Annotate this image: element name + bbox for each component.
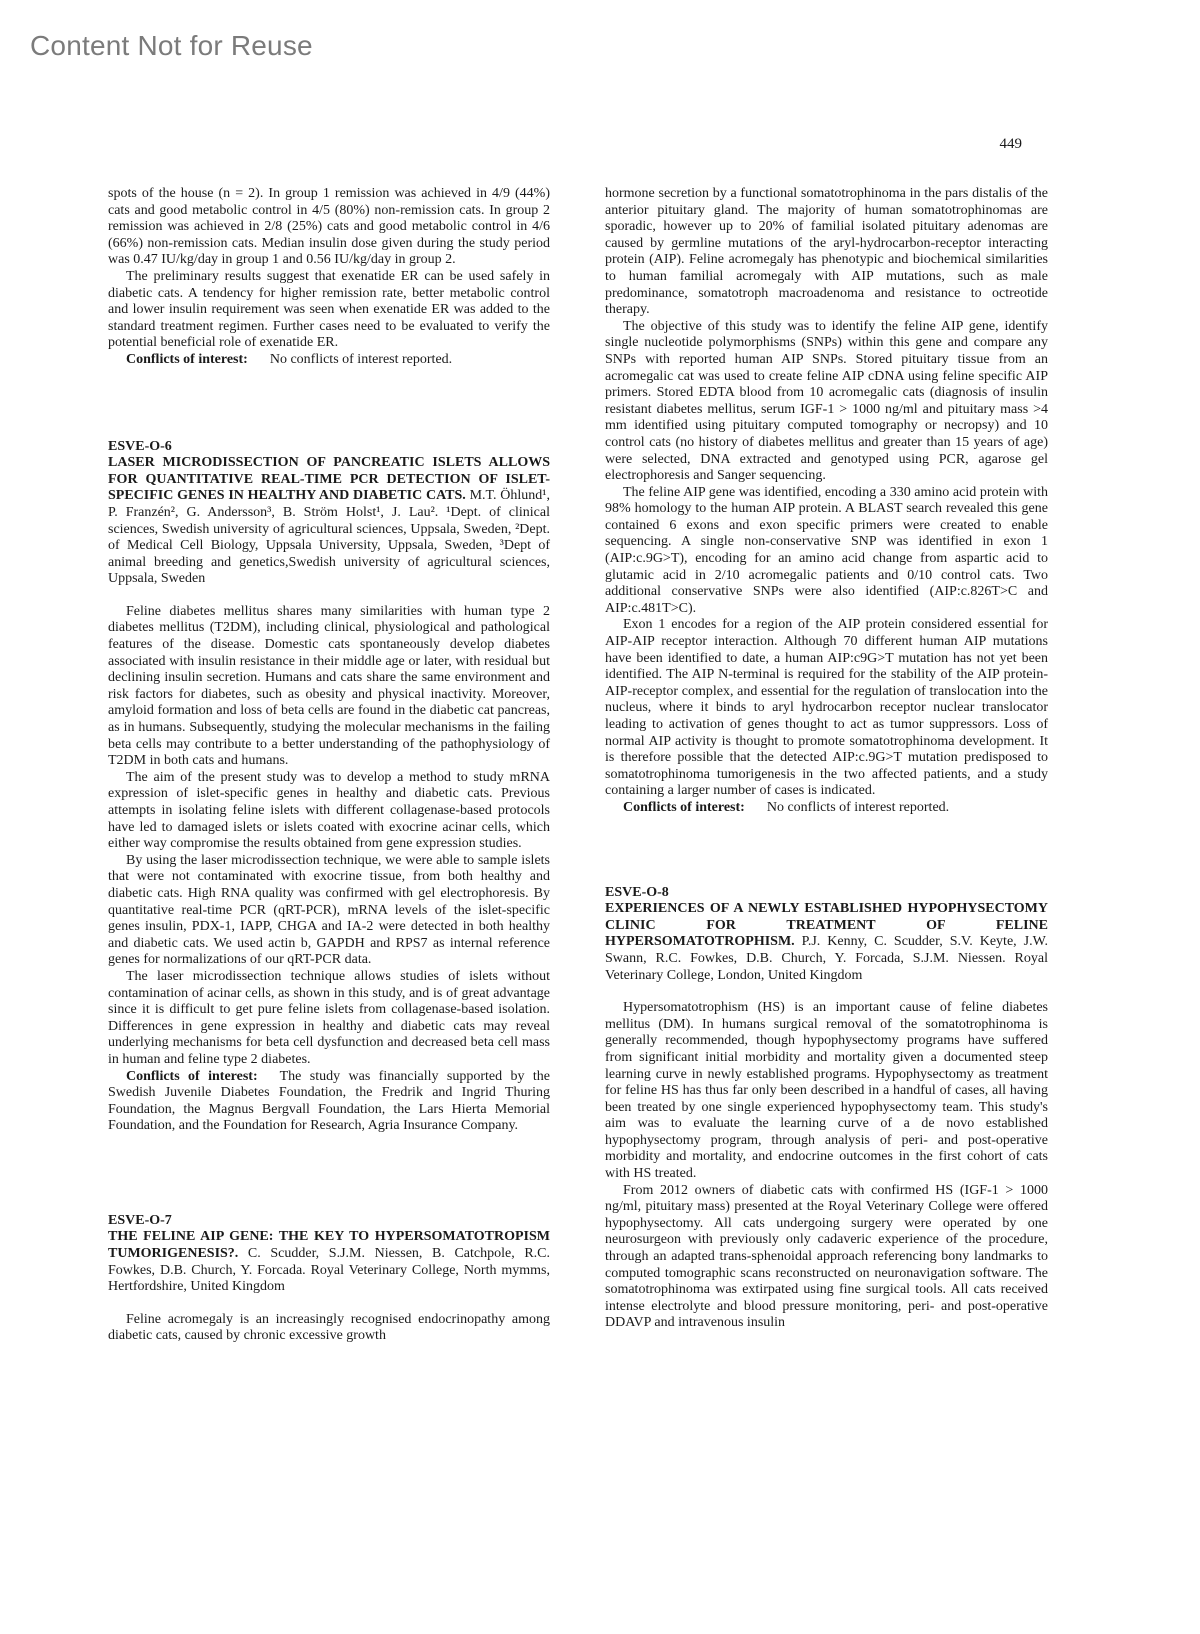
abstract-id: ESVE-O-7 [108, 1212, 172, 1228]
abstract-authors: M.T. Öhlund¹, P. Franzén², G. Andersson³, B. Ström Holst¹, J. Lau². ¹Dept. of clinical sciences, Swedish university of agricultural sciences, Uppsala, Sweden, ²Dept. of Medical Cell Biology, Uppsala University, Uppsala, Sweden, ³Dept of animal breeding and genetics,Swedish university of agricultural sciences, Uppsala, Sweden [108, 488, 551, 587]
body-paragraph: Feline diabetes mellitus shares many similarities with human type 2 diabetes mellitus (T2DM), including clinical, physiological and pathological features of the disease. Domestic cats spontaneously develop diabetes associated with insulin resistance in their middle age or later, with residual but declining insulin secretion. Humans and cats share the same environment and risk factors for diabetes, such as obesity and physical inactivity. Moreover, amyloid formation and loss of beta cells are found in the diabetic cat pancreas, as in humans. Subsequently, studying the molecular mechanisms in the failing beta cells may contribute to a better understanding of the pathophysiology of T2DM in both cats and humans. [108, 603, 550, 769]
abstract-authors: P.J. Kenny, C. Scudder, S.V. Keyte, J.W. Swann, R.C. Fowkes, D.B. Church, Y. Forcada, S.J.M. Niessen. Royal Veterinary College, London, United Kingdom [605, 934, 1048, 983]
coi-label: Conflicts of interest: [126, 1068, 258, 1084]
coi-text: The study was financially supported by the Swedish Juvenile Diabetes Foundation, the Fredrik and Ingrid Thuring Foundation, the Magnus Bergvall Foundation, the Lars Hierta Memorial Foundation, and the Foundation for Research, Agria Insurance Company. [108, 1068, 550, 1134]
coi-label: Conflicts of interest: [126, 351, 248, 367]
coi-label: Conflicts of interest: [623, 799, 745, 815]
right-column [605, 186, 1048, 1332]
body-paragraph: The preliminary results suggest that exenatide ER can be used safely in diabetic cats. A tendency for higher remission rate, better metabolic control and lower insulin requirement was seen when exenatide ER was added to the standard treatment regimen. Further cases need to be evaluated to verify the potential beneficial role of exenatide ER. [108, 268, 550, 351]
conflicts-of-interest [108, 352, 550, 369]
body-paragraph: Exon 1 encodes for a region of the AIP protein considered essential for AIP-AIP receptor interaction. Although 70 different human AIP mutations have been identified to date, a human AIP:c9G>T mutation has not yet been identified. The AIP N-terminal is required for the stability of the AIP protein-AIP-receptor complex, and essential for the regulation of translocation into the nucleus, where it binds to aryl hydrocarbon receptor nuclear translocator leading to activation of genes thought to act as tumor suppressors. Loss of normal AIP activity is thought to promote somatotrophinoma development. It is therefore possible that the detected AIP:c.9G>T mutation predisposed to somatotrophinoma tumorigenesis in the two affected patients, and a study containing a larger number of cases is indicated. [605, 617, 1048, 799]
abstract-title-text: THE FELINE AIP GENE: THE KEY TO HYPERSOMATOTROPISM TUMORIGENESIS?. [108, 1229, 550, 1262]
watermark: Content Not for Reuse [30, 30, 313, 61]
abstract-id: ESVE-O-6 [108, 438, 172, 454]
abstract-title [605, 901, 1048, 984]
body-paragraph: The feline AIP gene was identified, encoding a 330 amino acid protein with 98% homology to the human AIP protein. A BLAST search revealed this gene contained 6 exons and exon specific primers were created to enable sequencing. A single non-conservative SNP was identified in exon 1 (AIP:c.9G>T), encoding for an amino acid change from aspartic acid to glutamic acid in 2/10 acromegalic patients and 0/10 control cats. Two additional conservative SNPs were also identified (AIP:c.826T>C and AIP:c.481T>C). [605, 484, 1048, 616]
coi-text: No conflicts of interest reported. [269, 351, 453, 367]
coi-text: No conflicts of interest reported. [766, 799, 950, 815]
abstract-authors: C. Scudder, S.J.M. Niessen, B. Catchpole, R.C. Fowkes, D.B. Church, Y. Forcada. Royal Veterinary College, North mymms, Hertfordshire, United Kingdom [108, 1246, 550, 1295]
conflicts-of-interest [605, 800, 1048, 817]
body-paragraph: The objective of this study was to identify the feline AIP gene, identify single nucleotide polymorphisms (SNPs) within this gene and compare any SNPs with reported human AIP SNPs. Stored pituitary tissue from an acromegalic cat was used to create feline AIP cDNA using feline specific AIP primers. Stored EDTA blood from 10 acromegalic cats (diagnosis of insulin resistant diabetes mellitus, serum IGF-1 > 1000 ng/ml and pituitary mass >4 mm identified using pituitary computed tomography or necropsy) and 10 control cats (no history of diabetes mellitus and greater than 15 years of age) were selected, DNA extracted and genotyped using PCR, agarose gel electrophoresis and Sanger sequencing. [605, 318, 1048, 484]
body-paragraph: The aim of the present study was to develop a method to study mRNA expression of islet-specific genes in healthy and diabetic cats. Previous attempts in isolating feline islets with different collagenase-based protocols have led to damaged islets or islets coated with exocrine acinar cells, which either way compromise the results obtained from gene expression studies. [108, 769, 550, 852]
left-column [108, 186, 550, 1345]
abstract-title-text: EXPERIENCES OF A NEWLY ESTABLISHED HYPOPHYSECTOMY CLINIC FOR TREATMENT OF FELINE HYPERSOMATOTROPHISM. [605, 901, 1048, 950]
body-paragraph: By using the laser microdissection technique, we were able to sample islets that were not contaminated with exocrine tissue, from both healthy and diabetic cats. High RNA quality was confirmed with gel electrophoresis. By quantitative real-time PCR (qRT-PCR), mRNA levels of the islet-specific genes insulin, PDX-1, IAPP, CHGA and IA-2 were detected in both healthy and diabetic cats. We used actin b, GAPDH and RPS7 as internal reference genes for normalizations of our qRT-PCR data. [108, 852, 550, 968]
abstract-esve-o-7 [108, 1213, 550, 1345]
abstract-esve-o-6 [108, 439, 550, 1135]
abstract-title [108, 1229, 550, 1295]
body-paragraph: Hypersomatotrophism (HS) is an important cause of feline diabetes mellitus (DM). In humans surgical removal of the somatotrophinoma is generally recommended, though hypophysectomy programs have suffered from significant initial morbidity and mortality given a documented steep learning curve in newly established programs. Hypophysectomy as treatment for feline HS has thus far only been described in a handful of cases, all having been treated by one single experienced hypophysectomy team. This study's aim was to evaluate the learning curve of a de novo established hypophysectomy program, through analysis of peri- and post-operative morbidity and mortality, and endocrine outcomes in the first cohort of cats with HS treated. [605, 1000, 1048, 1182]
abstract-title-text: LASER MICRODISSECTION OF PANCREATIC ISLETS ALLOWS FOR QUANTITATIVE REAL-TIME PCR DETECTION OF ISLET-SPECIFIC GENES IN HEALTHY AND DIABETIC CATS. [108, 455, 550, 504]
page-number: 449 [999, 136, 1022, 152]
conflicts-of-interest [108, 1069, 550, 1135]
body-paragraph: From 2012 owners of diabetic cats with confirmed HS (IGF-1 > 1000 ng/ml, pituitary mass) presented at the Royal Veterinary College were offered hypophysectomy. All cats undergoing surgery were operated by one neurosurgeon with previously only cadaveric experience of the procedure, through an adapted trans-sphenoidal approach referencing bony landmarks to computed tomographic scans reconstructed on neuronavigation software. The somatotrophinoma was extirpated using fine surgical tools. All cats received intense electrolyte and blood pressure monitoring, peri- and post-operative DDAVP and intravenous insulin [605, 1182, 1048, 1331]
body-paragraph: spots of the house (n = 2). In group 1 remission was achieved in 4/9 (44%) cats and good metabolic control in 4/5 (80%) non-remission cats. In group 2 remission was achieved in 2/8 (25%) cats and good metabolic control in 4/6 (66%) non-remission cats. Median insulin dose given during the study period was 0.47 IU/kg/day in group 1 and 0.56 IU/kg/day in group 2. [108, 186, 550, 268]
body-paragraph: hormone secretion by a functional somatotrophinoma in the pars distalis of the anterior pituitary gland. The majority of human somatotrophinomas are sporadic, however up to 20% of familial isolated pituitary adenomas are caused by germline mutations of the aryl-hydrocarbon-receptor interacting protein (AIP). Feline acromegaly has phenotypic and biochemical similarities to human familial acromegaly with AIP mutations, such as male predominance, somatotroph macroadenoma and resistance to octreotide therapy. [605, 186, 1048, 318]
abstract-title [108, 455, 550, 588]
body-paragraph: Feline acromegaly is an increasingly recognised endocrinopathy among diabetic cats, caused by chronic excessive growth [108, 1311, 550, 1344]
abstract-esve-o-8 [605, 885, 1048, 1332]
abstract-id: ESVE-O-8 [605, 884, 669, 900]
body-paragraph: The laser microdissection technique allows studies of islets without contamination of acinar cells, as shown in this study, and is of great advantage since it is difficult to get pure feline islets from collagenase-based isolation. Differences in gene expression in healthy and diabetic cats may reveal underlying mechanisms for beta cell dysfunction and decreased beta cell mass in human and feline type 2 diabetes. [108, 968, 550, 1067]
